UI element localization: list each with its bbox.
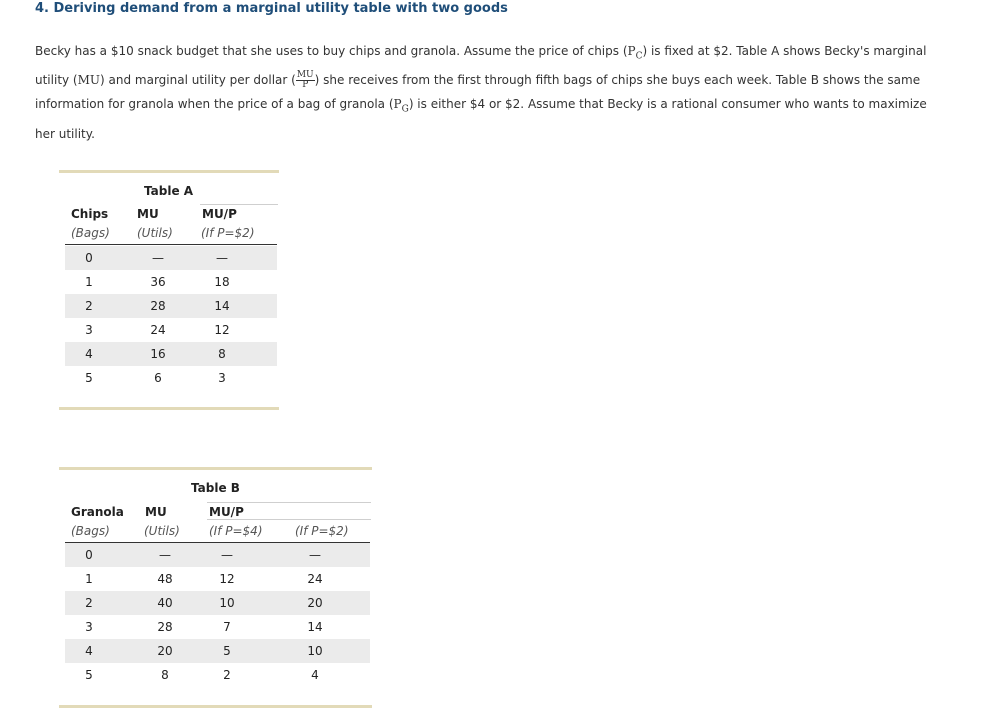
table-a-top-bar	[59, 170, 279, 173]
table-a-bottom-bar	[59, 407, 279, 410]
table-a-cell-mu: 6	[154, 371, 162, 385]
table-b-cell-mup2: 14	[307, 620, 323, 634]
mu-symbol: MU	[77, 73, 101, 88]
table-a-header-mup: MU/P	[202, 207, 237, 221]
question-intro	[35, 39, 950, 146]
table-a-header-rule	[65, 244, 277, 245]
table-a-header-chips-unit: (Bags)	[71, 226, 110, 240]
question-title: 4. Deriving demand from a marginal utility table with two goods	[35, 1, 508, 16]
table-b-cell-mup2: 10	[307, 644, 323, 658]
table-b-cell-mup4: —	[221, 548, 233, 562]
table-b-cell-mup4: 5	[223, 644, 231, 658]
table-b-row	[65, 543, 370, 567]
table-b-caption: Table B	[191, 481, 240, 495]
table-a-cell-qty: 1	[85, 275, 93, 289]
table-b-row	[65, 639, 370, 663]
table-a-cell-qty: 2	[85, 299, 93, 313]
table-a-cell-qty: 0	[85, 251, 93, 265]
table-b-cell-mu: 8	[161, 668, 169, 682]
price-chips-symbol: $P_C$	[627, 44, 643, 62]
table-b-cell-qty: 0	[85, 548, 93, 562]
fraction-denominator: P	[302, 80, 309, 91]
table-a-header-mu: MU	[137, 207, 159, 221]
table-b-top-bar	[59, 467, 372, 470]
intro-text-4: ) she receives from the first through fifth bags of chips she buys each week. Table B shows the same information for granola when the price of a bag of granola (	[35, 73, 921, 112]
table-a-row	[65, 342, 277, 366]
fraction-numerator: MU	[296, 70, 314, 81]
table-b-cell-mu: 28	[157, 620, 173, 634]
table-a-cell-qty: 3	[85, 323, 93, 337]
table-b-header-granola: Granola	[71, 505, 124, 519]
table-b-cell-mup4: 2	[223, 668, 231, 682]
table-b-row	[65, 663, 370, 687]
table-b-cell-mup4: 10	[219, 596, 235, 610]
table-b-cell-mup2: 4	[311, 668, 319, 682]
table-b-cell-mu: 20	[157, 644, 173, 658]
table-a-header-mup-unit: (If P=$2)	[201, 226, 255, 240]
table-a-row	[65, 366, 277, 390]
table-b-header-mup2-unit: (If P=$2)	[295, 524, 349, 538]
table-b-header-granola-unit: (Bags)	[71, 524, 110, 538]
table-b-cell-qty: 5	[85, 668, 93, 682]
table-a-caption: Table A	[144, 184, 194, 198]
table-b-cell-mu: 48	[157, 572, 173, 586]
table-b-header-mup4-unit: (If P=$4)	[209, 524, 263, 538]
table-a-cell-mu: 28	[150, 299, 166, 313]
table-a-cell-mu: —	[152, 251, 164, 265]
table-a-cell-qty: 4	[85, 347, 93, 361]
table-b-cell-mup2: —	[309, 548, 321, 562]
table-b-bottom-bar	[59, 705, 372, 708]
table-a-cell-qty: 5	[85, 371, 93, 385]
table-b-cell-mup2: 20	[307, 596, 323, 610]
table-a-cell-mup: 3	[218, 371, 226, 385]
table-a-row	[65, 318, 277, 342]
intro-text-3: ) and marginal utility per dollar (	[100, 73, 296, 88]
table-a-cell-mup: —	[216, 251, 228, 265]
table-b-header-mu: MU	[145, 505, 167, 519]
intro-text-2: ) is fixed at $2. Table A shows Becky's marginal utility (	[35, 44, 927, 88]
table-a-header-underline	[200, 204, 278, 205]
table-a-cell-mu: 24	[150, 323, 166, 337]
table-a-cell-mup: 8	[218, 347, 226, 361]
table-a-cell-mup: 18	[214, 275, 230, 289]
table-b-cell-qty: 1	[85, 572, 93, 586]
table-b-row	[65, 591, 370, 615]
table-b-cell-qty: 4	[85, 644, 93, 658]
table-a-header-mu-unit: (Utils)	[137, 226, 173, 240]
table-b-header-overline	[207, 502, 371, 503]
table-a-cell-mup: 12	[214, 323, 230, 337]
table-b-cell-qty: 2	[85, 596, 93, 610]
intro-text-5: ) is either $4 or $2. Assume that Becky is a rational consumer who wants to maximize her utility.	[35, 97, 927, 141]
table-b-header-mup: MU/P	[209, 505, 244, 519]
table-b-cell-qty: 3	[85, 620, 93, 634]
table-b-cell-mu: 40	[157, 596, 173, 610]
mu-per-price-fraction	[296, 71, 315, 90]
intro-text-1: Becky has a $10 snack budget that she uses to buy chips and granola. Assume the price of chips (	[35, 44, 628, 58]
table-b-header-underline	[207, 519, 371, 520]
table-b-cell-mu: —	[159, 548, 171, 562]
table-a-cell-mu: 16	[150, 347, 166, 361]
table-a-row	[65, 270, 277, 294]
table-b-row	[65, 567, 370, 591]
price-granola-symbol: $P_G$	[393, 97, 409, 115]
table-a-cell-mup: 14	[214, 299, 230, 313]
table-a-row	[65, 294, 277, 318]
table-b-row	[65, 615, 370, 639]
table-a-header-chips: Chips	[71, 207, 109, 221]
table-b-cell-mup2: 24	[307, 572, 323, 586]
table-a-row	[65, 246, 277, 270]
table-b-header-mu-unit: (Utils)	[144, 524, 180, 538]
table-b-cell-mup4: 12	[219, 572, 235, 586]
table-b-cell-mup4: 7	[223, 620, 231, 634]
table-a-cell-mu: 36	[150, 275, 166, 289]
